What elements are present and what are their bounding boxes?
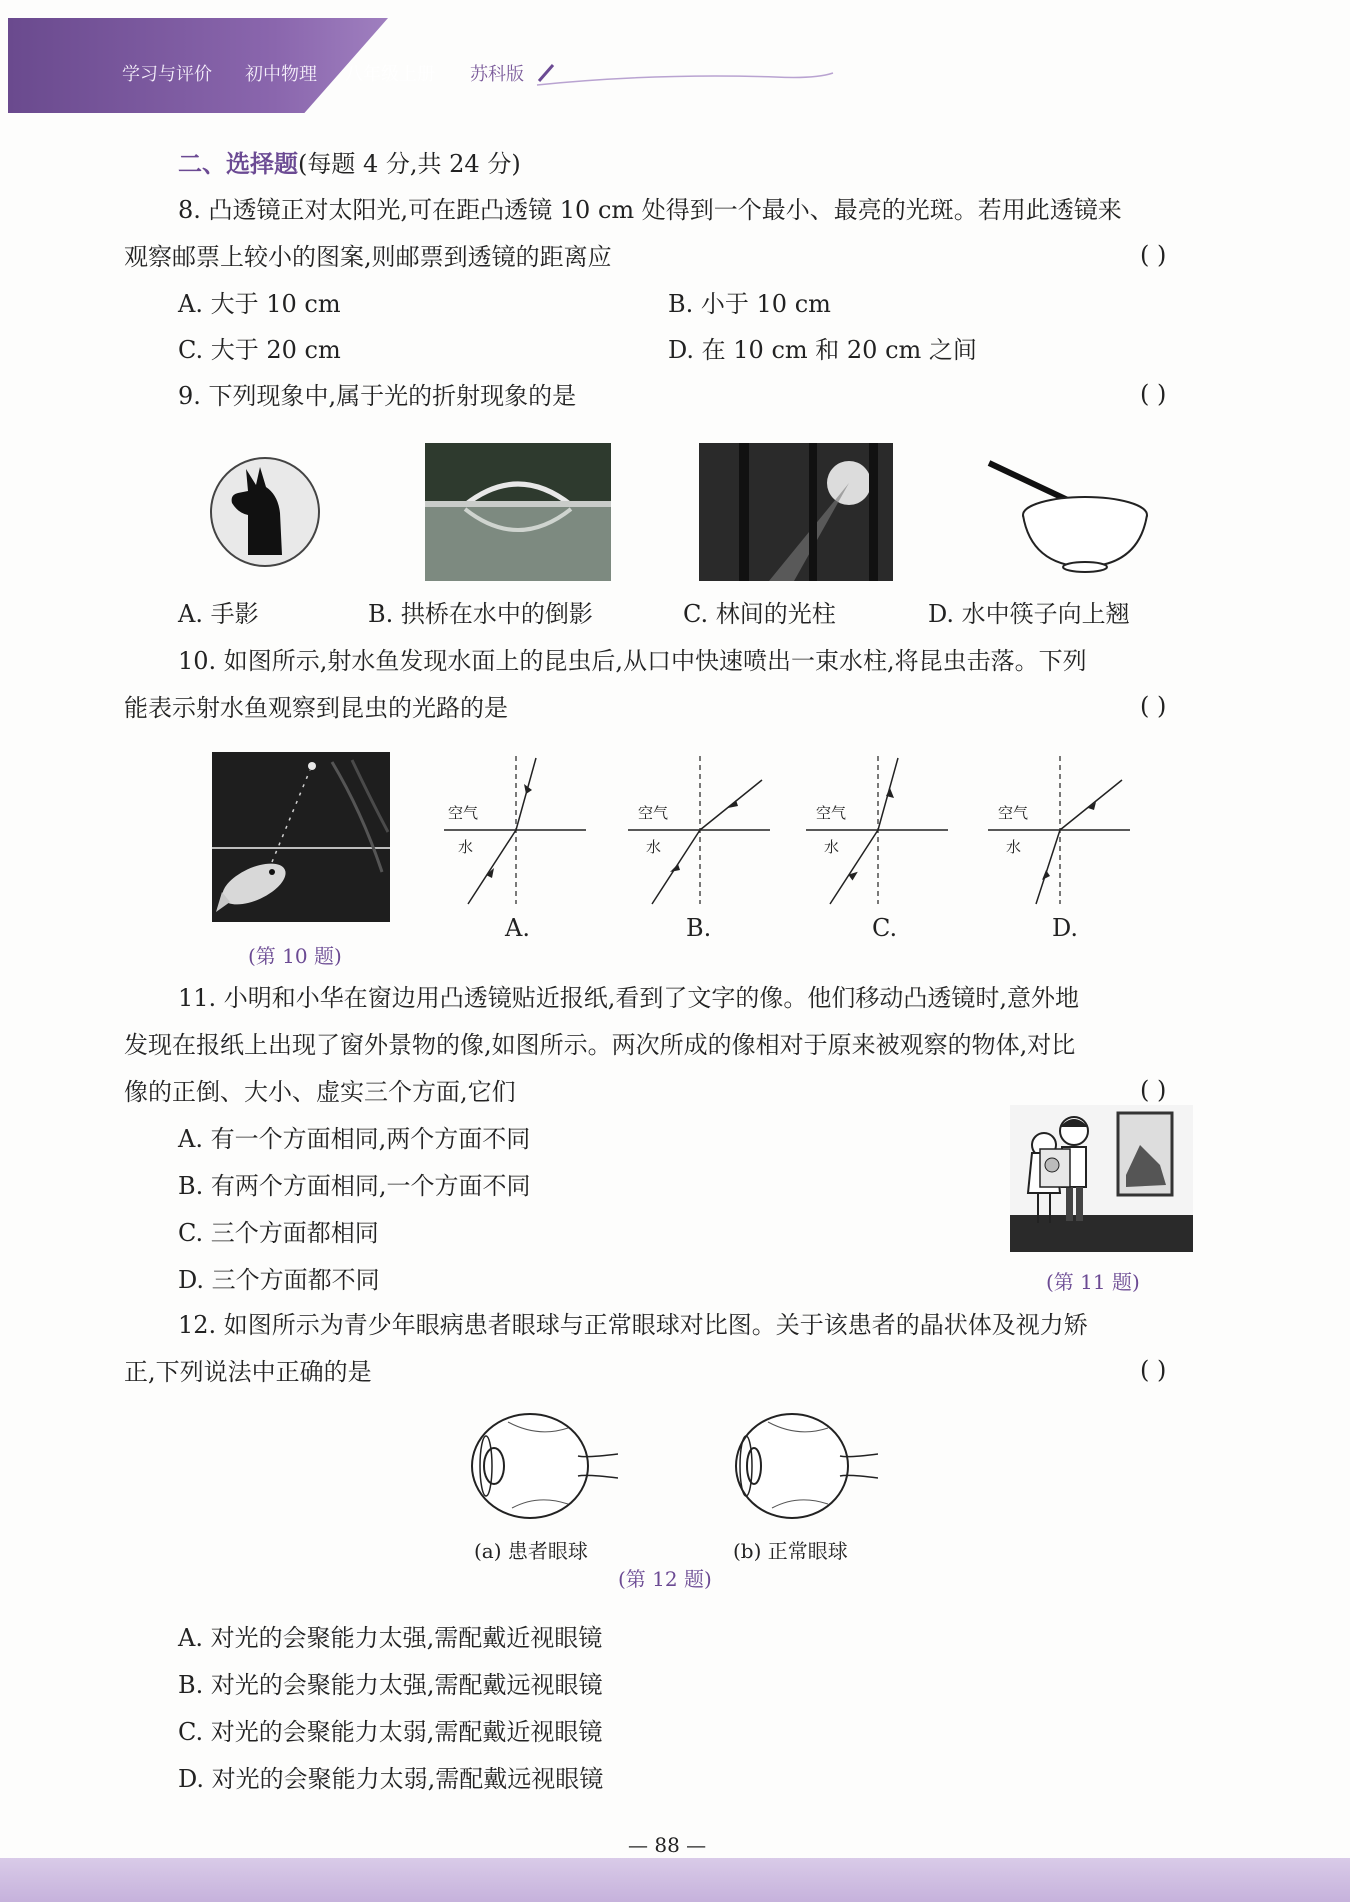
children-window-illustration <box>1010 1105 1193 1252</box>
q8-option-d: D. 在 10 cm 和 20 cm 之间 <box>668 336 977 364</box>
arch-bridge-image <box>425 443 611 581</box>
q10-line2: 能表示射水鱼观察到昆虫的光路的是 <box>124 694 508 722</box>
q10-label-b: B. <box>686 914 712 942</box>
q9-answer-paren: ( ) <box>1140 380 1167 408</box>
q12-option-b: B. 对光的会聚能力太强,需配戴远视眼镜 <box>178 1671 603 1699</box>
q10-label-d: D. <box>1052 914 1079 942</box>
q10-caption: (第 10 题) <box>248 944 342 968</box>
q11-caption: (第 11 题) <box>1046 1270 1140 1294</box>
water-label: 水 <box>458 838 474 856</box>
chopstick-bowl-image <box>985 455 1155 575</box>
svg-text:水: 水 <box>646 838 662 856</box>
header-subject: 初中物理 <box>245 64 317 85</box>
forest-light-image <box>699 443 893 581</box>
q12-caption: (第 12 题) <box>618 1567 712 1591</box>
svg-text:空气: 空气 <box>638 804 669 822</box>
footer-band <box>0 1858 1350 1902</box>
q12-line2: 正,下列说法中正确的是 <box>124 1358 372 1386</box>
q9-option-a: A. 手影 <box>178 600 259 628</box>
page-number: — 88 — <box>628 1833 707 1857</box>
q10-diagram-c <box>802 752 952 907</box>
q10-answer-paren: ( ) <box>1140 692 1167 720</box>
q12-answer-paren: ( ) <box>1140 1356 1167 1384</box>
q8-option-b: B. 小于 10 cm <box>668 290 831 318</box>
q8-line2: 观察邮票上较小的图案,则邮票到透镜的距离应 <box>124 243 612 271</box>
q11-line1: 11. 小明和小华在窗边用凸透镜贴近报纸,看到了文字的像。他们移动凸透镜时,意外地 <box>178 984 1080 1012</box>
q11-option-b: B. 有两个方面相同,一个方面不同 <box>178 1172 531 1200</box>
q10-line1: 10. 如图所示,射水鱼发现水面上的昆虫后,从口中快速喷出一束水柱,将昆虫击落。下列 <box>178 647 1087 675</box>
q10-diagram-b <box>624 752 774 907</box>
q11-option-d: D. 三个方面都不同 <box>178 1266 380 1294</box>
q9-option-d: D. 水中筷子向上翘 <box>928 600 1130 628</box>
q11-answer-paren: ( ) <box>1140 1076 1167 1104</box>
q12-line1: 12. 如图所示为青少年眼病患者眼球与正常眼球对比图。关于该患者的晶状体及视力矫 <box>178 1311 1088 1339</box>
hand-shadow-image <box>208 455 323 570</box>
q11-option-c: C. 三个方面都相同 <box>178 1219 379 1247</box>
q8-answer-paren: ( ) <box>1140 241 1167 269</box>
q9-option-c: C. 林间的光柱 <box>683 600 836 628</box>
header-edition: 苏科版 <box>470 64 524 85</box>
q11-line2: 发现在报纸上出现了窗外景物的像,如图所示。两次所成的像相对于原来被观察的物体,对比 <box>124 1031 1076 1059</box>
archerfish-photo <box>212 752 390 922</box>
patient-eyeball-diagram <box>468 1408 618 1523</box>
svg-text:水: 水 <box>1006 838 1022 856</box>
svg-text:空气: 空气 <box>998 804 1029 822</box>
section-title: 二、选择题 <box>178 150 298 178</box>
q12-option-d: D. 对光的会聚能力太弱,需配戴远视眼镜 <box>178 1765 604 1793</box>
q8-option-c: C. 大于 20 cm <box>178 336 341 364</box>
section-note: (每题 4 分,共 24 分) <box>298 150 521 178</box>
header-book: 学习与评价 <box>122 64 212 85</box>
q9-line1: 9. 下列现象中,属于光的折射现象的是 <box>178 382 577 410</box>
svg-text:水: 水 <box>824 838 840 856</box>
q8-line1: 8. 凸透镜正对太阳光,可在距凸透镜 10 cm 处得到一个最小、最亮的光斑。若用此透镜来 <box>178 196 1122 224</box>
q10-label-c: C. <box>872 914 898 942</box>
air-label: 空气 <box>448 804 479 822</box>
q9-option-b: B. 拱桥在水中的倒影 <box>368 600 593 628</box>
svg-text:空气: 空气 <box>816 804 847 822</box>
q12-option-c: C. 对光的会聚能力太弱,需配戴近视眼镜 <box>178 1718 603 1746</box>
normal-eyeball-label: (b) 正常眼球 <box>733 1539 848 1563</box>
q12-option-a: A. 对光的会聚能力太强,需配戴近视眼镜 <box>178 1624 603 1652</box>
patient-eyeball-label: (a) 患者眼球 <box>474 1539 588 1563</box>
header-grade: 八年级上册 <box>345 64 435 85</box>
q11-option-a: A. 有一个方面相同,两个方面不同 <box>178 1125 531 1153</box>
q10-label-a: A. <box>505 914 530 942</box>
q10-diagram-a <box>440 752 590 907</box>
q11-line3: 像的正倒、大小、虚实三个方面,它们 <box>124 1078 516 1106</box>
pen-flourish-icon <box>535 55 835 95</box>
q10-diagram-d <box>984 752 1134 907</box>
q8-option-a: A. 大于 10 cm <box>178 290 341 318</box>
normal-eyeball-diagram <box>728 1408 878 1523</box>
